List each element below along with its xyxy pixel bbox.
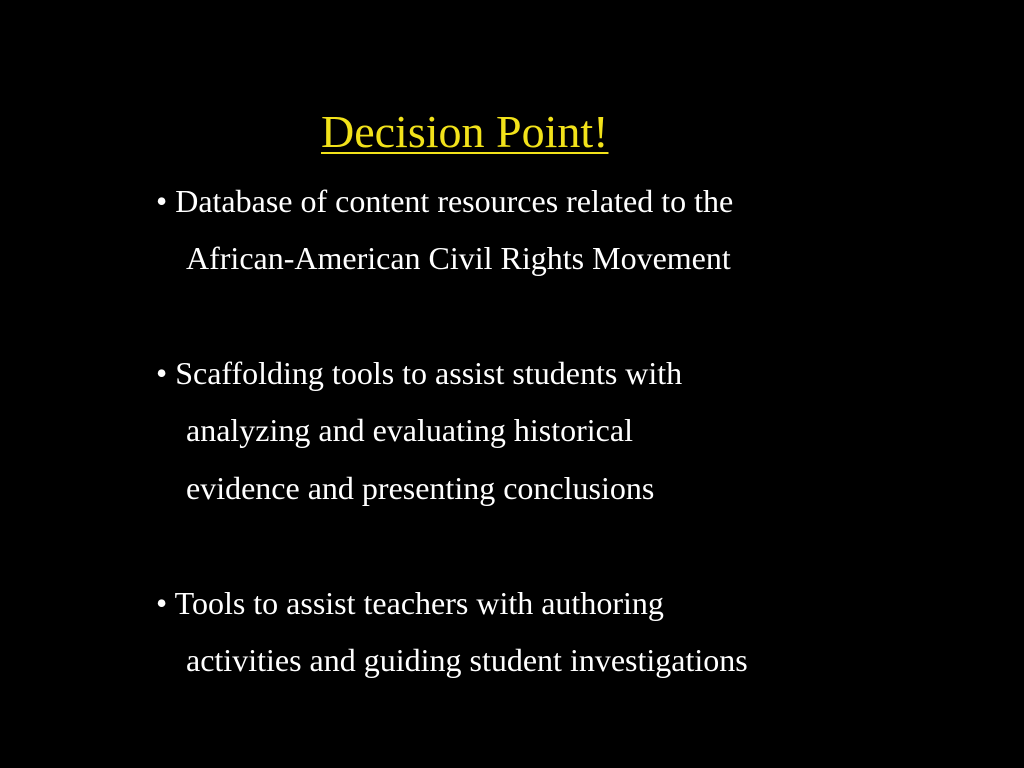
- bullet-line: activities and guiding student investigations: [186, 642, 748, 678]
- bullet-line: • Scaffolding tools to assist students with: [156, 355, 683, 391]
- bullet-line: • Database of content resources related to the: [156, 183, 734, 219]
- bullet-line: • Tools to assist teachers with authoring: [156, 585, 664, 621]
- bullet-line: African-American Civil Rights Movement: [186, 240, 731, 276]
- bullet-line: analyzing and evaluating historical: [186, 412, 633, 448]
- slide-title: Decision Point!: [321, 106, 609, 157]
- bullet-line: evidence and presenting conclusions: [186, 470, 655, 506]
